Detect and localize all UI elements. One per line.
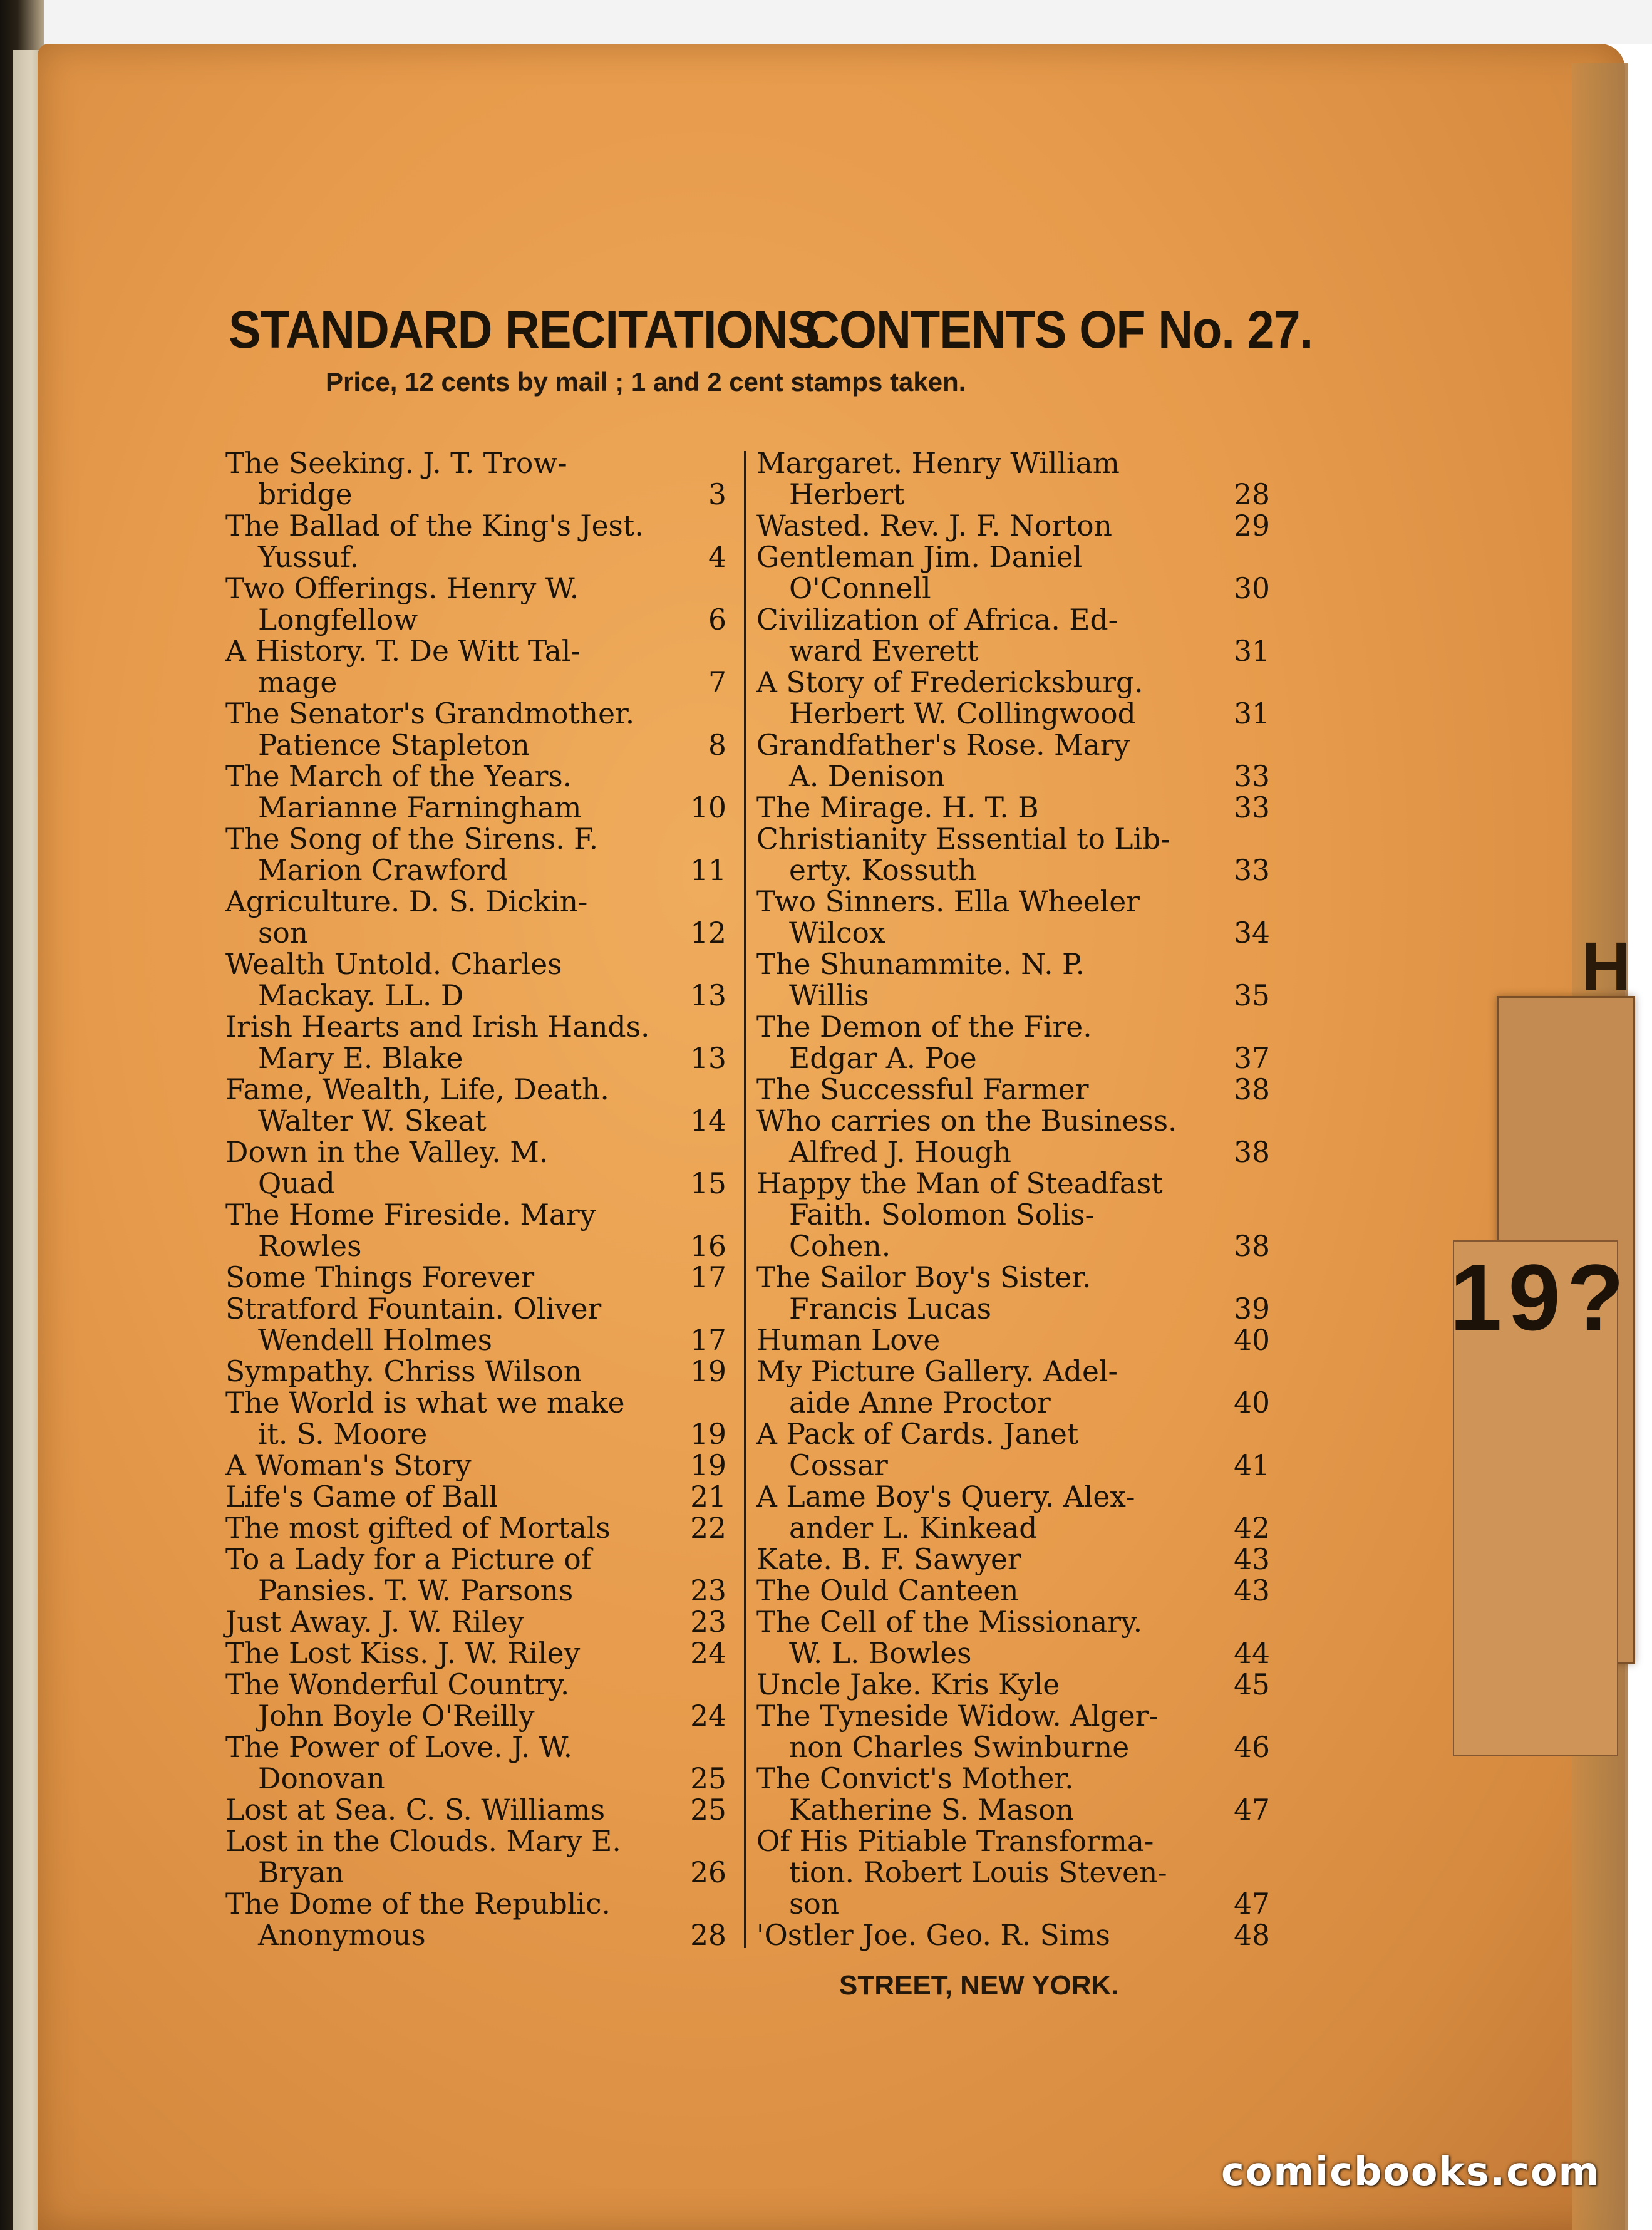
entry-page-number: 40 <box>1234 1386 1270 1419</box>
entry-page-number: 19 <box>690 1449 726 1482</box>
entry-title: Irish Hearts and Irish Hands. <box>225 1010 650 1044</box>
contents-entry <box>225 1450 726 1481</box>
entry-title: Fame, Wealth, Life, Death. <box>225 1073 609 1106</box>
entry-title: Lost in the Clouds. Mary E. <box>225 1825 621 1858</box>
contents-entry <box>756 1920 1270 1951</box>
contents-entry <box>225 448 726 511</box>
entry-page-number: 31 <box>1234 635 1270 668</box>
contents-entry <box>756 792 1270 824</box>
entry-title: Christianity Essential to Lib- <box>756 822 1170 856</box>
entry-page-number: 3 <box>708 478 726 511</box>
entry-author: tion. Robert Louis Steven- <box>789 1856 1167 1889</box>
contents-entry <box>225 1607 726 1638</box>
entry-author: Katherine S. Mason <box>789 1793 1074 1827</box>
entry-page-number: 30 <box>1234 572 1270 605</box>
entry-page-number: 26 <box>690 1856 726 1889</box>
entry-title: Civilization of Africa. Ed- <box>756 603 1118 636</box>
contents-entry <box>225 1732 726 1795</box>
entry-author: Yussuf. <box>258 541 359 574</box>
entry-page-number: 28 <box>690 1919 726 1952</box>
contents-entry <box>756 1826 1270 1889</box>
entry-page-number: 10 <box>690 791 726 824</box>
entry-page-number <box>1265 1857 1270 1889</box>
entry-author: Quad <box>258 1167 335 1200</box>
entry-title: The Ould Canteen <box>756 1574 1019 1607</box>
entry-page-number: 8 <box>708 729 726 762</box>
entry-page-number: 33 <box>1234 791 1270 824</box>
entry-page-number: 45 <box>1234 1668 1270 1701</box>
contents-entry <box>225 761 726 824</box>
entry-title: The Senator's Grandmother. <box>225 697 635 730</box>
entry-title: The Home Fireside. Mary <box>225 1198 596 1232</box>
entry-page-number: 6 <box>708 603 726 636</box>
contents-right-column <box>756 448 1270 1951</box>
price-line: Price, 12 cents by mail ; 1 and 2 cent stamps taken. <box>326 367 966 397</box>
entry-author: Herbert W. Collingwood <box>789 697 1136 730</box>
entry-page-number: 41 <box>1234 1449 1270 1482</box>
entry-author: A. Denison <box>789 760 946 793</box>
contents-entry <box>225 1826 726 1889</box>
entry-title: Human Love <box>756 1324 941 1357</box>
entry-title: To a Lady for a Picture of <box>225 1543 592 1576</box>
entry-author: Cossar <box>789 1449 888 1482</box>
contents-entry <box>756 1106 1270 1168</box>
contents-entry <box>756 824 1270 886</box>
entry-title: The Power of Love. J. W. <box>225 1731 573 1764</box>
entry-author: Edgar A. Poe <box>789 1042 977 1075</box>
contents-entry <box>225 1889 726 1951</box>
entry-title: Sympathy. Chriss Wilson <box>225 1355 582 1388</box>
entry-author: Mary E. Blake <box>258 1042 463 1075</box>
entry-page-number: 7 <box>708 666 726 699</box>
contents-entry <box>756 886 1270 949</box>
entry-title: Stratford Fountain. Oliver <box>225 1292 602 1325</box>
entry-page-number: 38 <box>1234 1136 1270 1169</box>
entry-page-number: 16 <box>690 1230 726 1263</box>
entry-title: The Convict's Mother. <box>756 1762 1074 1795</box>
contents-entry <box>225 1262 726 1294</box>
contents-entry <box>225 1137 726 1200</box>
entry-title: The Cell of the Missionary. <box>756 1605 1143 1639</box>
entry-page-number: 23 <box>690 1605 726 1639</box>
entry-page-number: 38 <box>1234 1230 1270 1263</box>
entry-author: it. S. Moore <box>258 1418 428 1451</box>
entry-title: Just Away. J. W. Riley <box>225 1605 524 1639</box>
contents-entry <box>225 511 726 573</box>
entry-page-number: 46 <box>1234 1731 1270 1764</box>
contents-entry <box>225 1513 726 1544</box>
entry-page-number: 40 <box>1234 1324 1270 1357</box>
entry-page-number: 21 <box>690 1480 726 1513</box>
entry-author: ward Everett <box>789 635 979 668</box>
entry-page-number: 24 <box>690 1637 726 1670</box>
contents-entry <box>225 1669 726 1732</box>
contents-entry <box>225 636 726 698</box>
entry-author: Walter W. Skeat <box>258 1104 487 1138</box>
contents-entry <box>225 1638 726 1669</box>
entry-page-number: 44 <box>1234 1637 1270 1670</box>
entry-title: Who carries on the Business. <box>756 1104 1177 1138</box>
entry-page-number: 43 <box>1234 1574 1270 1607</box>
contents-entry <box>756 1669 1270 1701</box>
entry-author: Marion Crawford <box>258 854 508 887</box>
entry-author: Wendell Holmes <box>258 1324 492 1357</box>
entry-author: Patience Stapleton <box>258 729 530 762</box>
contents-entry <box>756 1575 1270 1607</box>
entry-author: O'Connell <box>789 572 931 605</box>
contents-entry <box>756 730 1270 792</box>
entry-author: non Charles Swinburne <box>789 1731 1130 1764</box>
site-watermark: comicbooks.com <box>1221 2149 1601 2194</box>
entry-title: Wealth Untold. Charles <box>225 948 562 981</box>
entry-title: The Demon of the Fire. <box>756 1010 1092 1044</box>
entry-author: Faith. Solomon Solis- <box>789 1198 1095 1232</box>
publisher-address: STREET, NEW YORK. <box>839 1970 1119 2001</box>
entry-page-number: 19 <box>690 1418 726 1451</box>
entry-page-number: 33 <box>1234 760 1270 793</box>
entry-title: Life's Game of Ball <box>225 1480 498 1513</box>
entry-author: Bryan <box>258 1856 344 1889</box>
entry-title: A Pack of Cards. Janet <box>756 1418 1079 1451</box>
entry-author: Cohen. <box>789 1230 891 1263</box>
entry-page-number: 11 <box>690 854 726 887</box>
contents-entry <box>756 1012 1270 1074</box>
entry-author: son <box>258 916 309 950</box>
contents-title: CONTENTS OF No. 27. <box>805 300 1313 359</box>
entry-title: Grandfather's Rose. Mary <box>756 729 1130 762</box>
contents-entry <box>756 1701 1270 1763</box>
entry-page-number: 47 <box>1234 1793 1270 1827</box>
entry-author: Marianne Farningham <box>258 791 582 824</box>
entry-title: The Lost Kiss. J. W. Riley <box>225 1637 581 1670</box>
entry-title: The Mirage. H. T. B <box>756 791 1039 824</box>
entry-title: Kate. B. F. Sawyer <box>756 1543 1021 1576</box>
tab-letter: H <box>1581 928 1631 1005</box>
entry-title: The Wonderful Country. <box>225 1668 570 1701</box>
entry-title: My Picture Gallery. Adel- <box>756 1355 1118 1388</box>
entry-author: W. L. Bowles <box>789 1637 972 1670</box>
background-top <box>0 0 1652 44</box>
entry-title: Lost at Sea. C. S. Williams <box>225 1793 606 1827</box>
entry-title: The Song of the Sirens. F. <box>225 822 599 856</box>
entry-title: Wasted. Rev. J. F. Norton <box>756 509 1112 542</box>
entry-author: erty. Kossuth <box>789 854 977 887</box>
entry-title: Happy the Man of Steadfast <box>756 1167 1163 1200</box>
entry-title: A Woman's Story <box>225 1449 472 1482</box>
entry-page-number: 12 <box>690 916 726 950</box>
contents-entry <box>225 1356 726 1387</box>
entry-author: aide Anne Proctor <box>789 1386 1051 1419</box>
entry-page-number: 13 <box>690 1042 726 1075</box>
entry-author: ander L. Kinkead <box>789 1512 1038 1545</box>
entry-title: The Seeking. J. T. Trow- <box>225 447 567 480</box>
contents-entry <box>756 1481 1270 1544</box>
entry-page-number: 33 <box>1234 854 1270 887</box>
entry-title: A Story of Fredericksburg. <box>756 666 1143 699</box>
entry-author: Pansies. T. W. Parsons <box>258 1574 574 1607</box>
contents-entry <box>756 1356 1270 1419</box>
entry-page-number <box>1265 1200 1270 1231</box>
entry-author: son <box>789 1887 840 1921</box>
entry-title: The Tyneside Widow. Alger- <box>756 1699 1159 1733</box>
contents-entry <box>225 1795 726 1826</box>
entry-title: Two Offerings. Henry W. <box>225 572 579 605</box>
contents-entry <box>225 1074 726 1137</box>
contents-entry <box>756 542 1270 604</box>
contents-entry <box>756 511 1270 542</box>
contents-entry <box>225 824 726 886</box>
entry-page-number: 38 <box>1234 1073 1270 1106</box>
contents-left-column <box>225 448 726 1951</box>
entry-author: Donovan <box>258 1762 385 1795</box>
entry-author: mage <box>258 666 338 699</box>
contents-entry <box>225 573 726 636</box>
contents-entry <box>225 698 726 761</box>
entry-author: Herbert <box>789 478 905 511</box>
entry-page-number: 23 <box>690 1574 726 1607</box>
contents-entry <box>756 667 1270 730</box>
entry-title: Gentleman Jim. Daniel <box>756 541 1083 574</box>
entry-title: Of His Pitiable Transforma- <box>756 1825 1154 1858</box>
column-divider <box>744 451 746 1948</box>
entry-title: A Lame Boy's Query. Alex- <box>756 1480 1135 1513</box>
entry-title: Some Things Forever <box>225 1261 535 1294</box>
contents-entry <box>756 1262 1270 1325</box>
entry-page-number: 34 <box>1234 916 1270 950</box>
entry-page-number: 39 <box>1234 1292 1270 1325</box>
entry-author: Longfellow <box>258 603 418 636</box>
entry-author: bridge <box>258 478 353 511</box>
entry-title: Agriculture. D. S. Dickin- <box>225 885 588 918</box>
entry-author: Mackay. LL. D <box>258 979 464 1012</box>
entry-page-number: 28 <box>1234 478 1270 511</box>
entry-page-number: 35 <box>1234 979 1270 1012</box>
entry-title: The Ballad of the King's Jest. <box>225 509 644 542</box>
contents-entry <box>756 949 1270 1012</box>
entry-title: Margaret. Henry William <box>756 447 1120 480</box>
entry-title: The most gifted of Mortals <box>225 1512 611 1545</box>
contents-entry <box>756 1889 1270 1920</box>
entry-title: The World is what we make <box>225 1386 625 1419</box>
entry-page-number: 4 <box>708 541 726 574</box>
contents-entry <box>225 1294 726 1356</box>
contents-entry <box>225 1481 726 1513</box>
contents-entry <box>756 1074 1270 1106</box>
entry-page-number: 37 <box>1234 1042 1270 1075</box>
entry-page-number: 43 <box>1234 1543 1270 1576</box>
entry-page-number: 25 <box>690 1762 726 1795</box>
entry-title: The Dome of the Republic. <box>225 1887 611 1921</box>
entry-page-number: 13 <box>690 979 726 1012</box>
contents-entry <box>756 1544 1270 1575</box>
entry-author: Alfred J. Hough <box>789 1136 1011 1169</box>
entry-page-number: 17 <box>690 1324 726 1357</box>
entry-author: John Boyle O'Reilly <box>258 1699 535 1733</box>
entry-title: Two Sinners. Ella Wheeler <box>756 885 1140 918</box>
contents-entry <box>225 1012 726 1074</box>
entry-title: Down in the Valley. M. <box>225 1136 549 1169</box>
entry-author: Willis <box>789 979 869 1012</box>
contents-entry <box>756 448 1270 511</box>
entry-author: Anonymous <box>258 1919 426 1952</box>
entry-page-number: 19 <box>690 1355 726 1388</box>
entry-title: 'Ostler Joe. Geo. R. Sims <box>756 1919 1110 1952</box>
contents-entry <box>225 1387 726 1450</box>
contents-entry <box>225 886 726 949</box>
entry-page-number: 17 <box>690 1261 726 1294</box>
series-title: STANDARD RECITATIONS <box>229 300 820 359</box>
contents-entry <box>225 1200 726 1262</box>
entry-page-number: 24 <box>690 1699 726 1733</box>
entry-title: The Successful Farmer <box>756 1073 1089 1106</box>
contents-entry <box>225 1544 726 1607</box>
entry-page-number: 22 <box>690 1512 726 1545</box>
contents-entry <box>756 1325 1270 1356</box>
contents-entry <box>756 1763 1270 1826</box>
entry-title: The March of the Years. <box>225 760 572 793</box>
entry-author: Wilcox <box>789 916 885 950</box>
entry-title: Uncle Jake. Kris Kyle <box>756 1668 1060 1701</box>
entry-page-number: 25 <box>690 1793 726 1827</box>
entry-author: Rowles <box>258 1230 362 1263</box>
entry-page-number: 15 <box>690 1167 726 1200</box>
contents-entry <box>225 949 726 1012</box>
entry-page-number: 42 <box>1234 1512 1270 1545</box>
entry-page-number: 31 <box>1234 697 1270 730</box>
contents-entry <box>756 1231 1270 1262</box>
entry-page-number: 14 <box>690 1104 726 1138</box>
contents-entry <box>756 1607 1270 1669</box>
entry-title: A History. T. De Witt Tal- <box>225 635 581 668</box>
contents-entry <box>756 1419 1270 1481</box>
contents-entry <box>756 1168 1270 1231</box>
entry-title: The Sailor Boy's Sister. <box>756 1261 1092 1294</box>
entry-page-number: 48 <box>1234 1919 1270 1952</box>
entry-author: Francis Lucas <box>789 1292 992 1325</box>
entry-page-number: 47 <box>1234 1887 1270 1921</box>
contents-entry <box>756 604 1270 667</box>
entry-page-number: 29 <box>1234 509 1270 542</box>
tab-handwritten-mark: 19? <box>1450 1245 1631 1350</box>
entry-title: The Shunammite. N. P. <box>756 948 1085 981</box>
